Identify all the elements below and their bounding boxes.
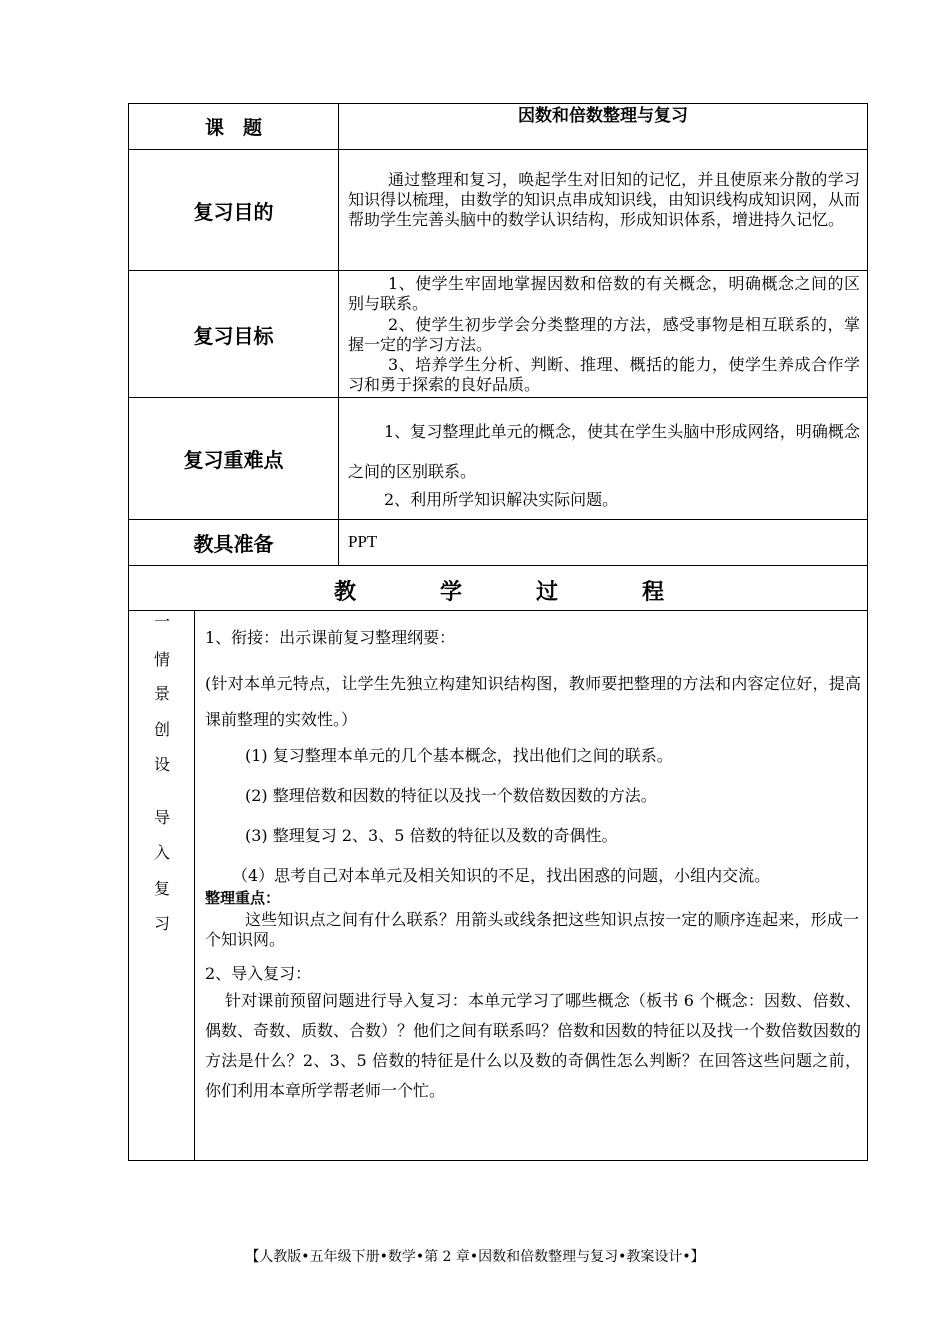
step1-note: (针对本单元特点，让学生先独立构建知识结构图，教师要把整理的方法和内容定位好，提高课前整理的实效性。） xyxy=(205,674,861,729)
purpose-label: 复习目的 xyxy=(193,199,274,224)
section-label-char: 情 xyxy=(153,650,170,669)
section-label-char: 习 xyxy=(153,914,170,933)
topic-title: 因数和倍数整理与复习 xyxy=(518,106,688,126)
section-label-char: 设 xyxy=(153,755,170,774)
process-heading xyxy=(129,566,867,610)
section-label-char: 入 xyxy=(153,843,170,862)
key-point-item-2: 2、利用所学知识解决实际问题。 xyxy=(384,490,619,509)
goal-item-2: 2、使学生初步学会分类整理的方法，感受事物是相互联系的，掌握一定的学习方法。 xyxy=(348,315,860,354)
process-heading-char: 过 xyxy=(536,580,559,605)
materials-label: 教具准备 xyxy=(193,532,274,556)
step2-text: 针对课前预留问题进行导入复习：本单元学习了哪些概念（板书 6 个概念：因数、倍数、偶数、奇数、质数、合数）？他们之间有联系吗？倍数和因数的特征以及找一个数倍数因数的方法是什么？2、3、5 倍数的特征是什么以及数的奇偶性怎么判断？在回答这些问题之前，你们利用本章所学帮老师一个忙。 xyxy=(205,991,862,1100)
section-label-char: 创 xyxy=(153,720,170,739)
step1-item-4: （4）思考自己对本单元及相关知识的不足，找出困惑的问题，小组内交流。 xyxy=(232,866,771,885)
goal-item-1: 1、使学生牢固地掌握因数和倍数的有关概念，明确概念之间的区别与联系。 xyxy=(348,274,860,313)
materials-value: PPT xyxy=(348,532,378,551)
key-points-label: 复习重难点 xyxy=(183,448,284,472)
topic-label: 课 题 xyxy=(204,117,262,139)
process-heading-char: 程 xyxy=(642,580,665,605)
section-label-char: 复 xyxy=(153,879,170,898)
step1-item-1: (1) 复习整理本单元的几个基本概念，找出他们之间的联系。 xyxy=(245,746,673,765)
step1-item-2: (2) 整理倍数和因数的特征以及找一个数倍数因数的方法。 xyxy=(245,786,657,805)
purpose-text: 通过整理和复习，唤起学生对旧知的记忆，并且使原来分散的学习知识得以梳理，由数学的知识点串成知识线，由知识线构成知识网，从而帮助学生完善头脑中的数学认识结构，形成知识体系，增进持久记忆。 xyxy=(348,170,861,229)
page-footer: 【人教版•五年级下册•数学•第 2 章•因数和倍数整理与复习•教案设计•】 xyxy=(245,1249,705,1265)
section-label-char: 一 xyxy=(153,612,170,631)
table-border-bottom xyxy=(128,1160,868,1161)
focus-label: 整理重点： xyxy=(205,889,281,907)
step2-title: 2、导入复习： xyxy=(205,964,312,983)
process-heading-char: 学 xyxy=(440,580,463,605)
step1-title: 1、衔接：出示课前复习整理纲要： xyxy=(205,628,456,647)
section-label-char: 景 xyxy=(153,684,170,703)
column-divider-header xyxy=(338,103,339,565)
process-heading-char: 教 xyxy=(334,580,357,605)
row-divider xyxy=(128,610,868,611)
key-point-item-1: 1、复习整理此单元的概念，使其在学生头脑中形成网络，明确概念之间的区别联系。 xyxy=(348,422,860,481)
goal-item-3: 3、培养学生分析、判断、推理、概括的能力，使学生养成合作学习和勇于探索的良好品质。 xyxy=(348,355,860,394)
section-label-vertical xyxy=(129,611,195,1160)
section-label-char: 导 xyxy=(153,808,170,827)
step1-item-3: (3) 整理复习 2、3、5 倍数的特征以及数的奇偶性。 xyxy=(245,826,618,845)
table-border-right xyxy=(867,103,868,1161)
focus-text: 这些知识点之间有什么联系？用箭头或线条把这些知识点按一定的顺序连起来，形成一个知识网。 xyxy=(205,910,859,949)
goals-label: 复习目标 xyxy=(193,323,274,348)
